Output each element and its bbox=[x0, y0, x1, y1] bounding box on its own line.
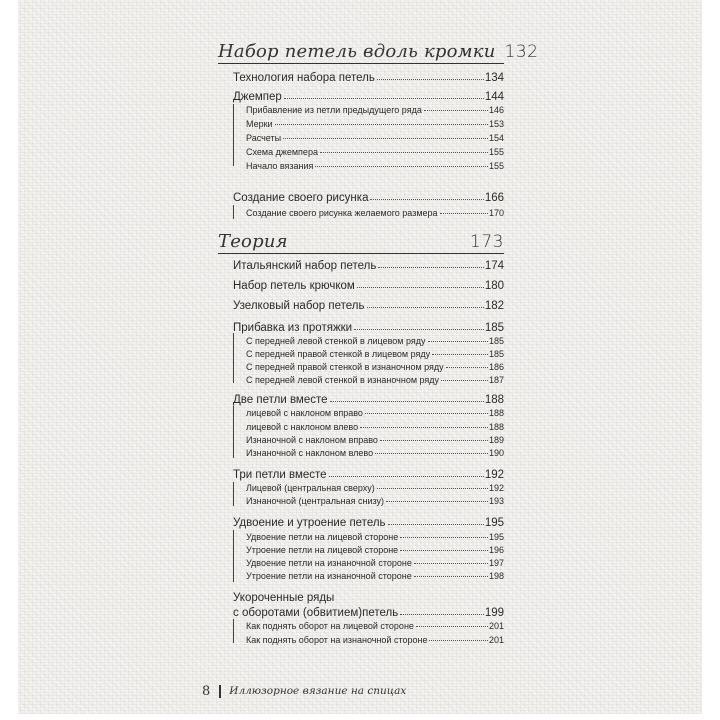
toc-subentry bbox=[246, 158, 504, 171]
section-page: 132 bbox=[504, 42, 539, 62]
entry-page: 180 bbox=[484, 280, 504, 292]
toc-entry bbox=[233, 188, 504, 204]
subentry-page: 188 bbox=[488, 408, 504, 418]
toc-subentry bbox=[246, 493, 504, 506]
toc-entry bbox=[233, 276, 504, 292]
book-title: Иллюзорное вязание на спицах bbox=[229, 685, 407, 697]
subentry-title: Утроение петли на изнаночной стороне bbox=[246, 571, 412, 581]
entry-page: 166 bbox=[484, 192, 504, 204]
dot-leader bbox=[375, 453, 488, 454]
entry-title: Технология набора петель bbox=[233, 72, 375, 84]
entry-title: Прибавка из протяжки bbox=[233, 322, 353, 334]
toc-subentry bbox=[246, 333, 504, 346]
subentry-page: 188 bbox=[488, 422, 504, 432]
entry-page: 174 bbox=[484, 260, 504, 272]
toc-subentry bbox=[246, 618, 504, 631]
toc-entry bbox=[233, 513, 504, 529]
dot-leader bbox=[441, 380, 488, 381]
subentry-title: Удвоение петли на изнаночной стороне bbox=[246, 558, 412, 568]
dot-leader bbox=[378, 267, 483, 268]
subentry-title: Как поднять оборот на лицевой стороне bbox=[246, 621, 414, 631]
subentry-title: Как поднять оборот на изнаночной стороне bbox=[246, 635, 428, 645]
entry-page: 188 bbox=[484, 394, 504, 406]
entry-page: 182 bbox=[484, 300, 504, 312]
subentry-title: Мерки bbox=[246, 119, 273, 129]
entry-group-rule bbox=[233, 104, 234, 166]
subentry-title: Начало вязания bbox=[246, 161, 314, 171]
dot-leader bbox=[400, 550, 488, 551]
subentry-title: Расчеты bbox=[246, 133, 282, 143]
toc-subentry bbox=[246, 405, 504, 418]
section-title: Теория bbox=[218, 231, 288, 252]
subentry-title: Создание своего рисунка желаемого размера bbox=[246, 208, 438, 218]
toc-entry-line1 bbox=[233, 588, 504, 604]
entry-group-rule bbox=[233, 205, 234, 219]
subentry-page: 192 bbox=[488, 483, 504, 493]
toc-entry bbox=[233, 68, 504, 84]
entry-title: Узелковый набор петель bbox=[233, 300, 365, 312]
entry-title: Удвоение и утроение петель bbox=[233, 517, 386, 529]
dot-leader bbox=[446, 367, 488, 368]
subentry-title: С передней левой стенкой в изнаночном ряду bbox=[246, 375, 440, 385]
dot-leader bbox=[320, 152, 488, 153]
subentry-page: 198 bbox=[488, 571, 504, 581]
subentry-page: 193 bbox=[488, 496, 504, 506]
subentry-page: 185 bbox=[488, 349, 504, 359]
entry-title: Набор петель крючком bbox=[233, 280, 355, 292]
entry-page: 195 bbox=[484, 517, 504, 529]
entry-title: Итальянский набор петель bbox=[233, 260, 377, 272]
dot-leader bbox=[365, 413, 488, 414]
entry-title: Джемпер bbox=[233, 91, 282, 103]
dot-leader bbox=[428, 341, 488, 342]
footer-separator bbox=[219, 685, 221, 698]
subentry-page: 186 bbox=[488, 362, 504, 372]
section-title: Набор петель вдоль кромки bbox=[218, 41, 496, 62]
dot-leader bbox=[388, 524, 484, 525]
subentry-page: 155 bbox=[488, 161, 504, 171]
subentry-title: лицевой с наклоном влево bbox=[246, 422, 359, 432]
dot-leader bbox=[283, 138, 488, 139]
subentry-title: Лицевой (центральная сверху) bbox=[246, 483, 375, 493]
subentry-page: 201 bbox=[488, 621, 504, 631]
toc-entry bbox=[233, 318, 504, 334]
toc-subentry bbox=[246, 359, 504, 372]
subentry-page: 187 bbox=[488, 375, 504, 385]
section-page: 173 bbox=[470, 232, 504, 252]
subentry-page: 190 bbox=[488, 448, 504, 458]
toc-subentry bbox=[246, 445, 504, 458]
entry-page: 134 bbox=[484, 72, 504, 84]
toc-subentry bbox=[246, 555, 504, 568]
entry-group-rule bbox=[233, 530, 234, 582]
entry-group-rule bbox=[233, 406, 234, 458]
entry-title: Две петли вместе bbox=[233, 394, 328, 406]
subentry-page: 195 bbox=[488, 532, 504, 542]
toc-subentry bbox=[246, 144, 504, 157]
entry-title: Три петли вместе bbox=[233, 469, 327, 481]
subentry-page: 196 bbox=[488, 545, 504, 555]
dot-leader bbox=[440, 213, 488, 214]
dot-leader bbox=[357, 287, 484, 288]
subentry-title: Изнаночной (центральная снизу) bbox=[246, 496, 385, 506]
dot-leader bbox=[370, 199, 483, 200]
subentry-title: Изнаночной с наклоном вправо bbox=[246, 435, 378, 445]
toc-subentry bbox=[246, 372, 504, 385]
subentry-title: С передней левой стенкой в лицевом ряду bbox=[246, 336, 426, 346]
dot-leader bbox=[380, 440, 488, 441]
dot-leader bbox=[354, 329, 484, 330]
subentry-page: 170 bbox=[488, 208, 504, 218]
page-footer bbox=[202, 683, 406, 699]
toc-section bbox=[218, 230, 504, 252]
toc-section bbox=[218, 40, 539, 62]
dot-leader bbox=[414, 563, 488, 564]
toc-entry bbox=[233, 256, 504, 272]
left-margin bbox=[0, 0, 18, 720]
subentry-page: 201 bbox=[488, 635, 504, 645]
section-underline bbox=[218, 253, 504, 254]
toc-subentry bbox=[246, 419, 504, 432]
toc-entry bbox=[233, 390, 504, 406]
dot-leader bbox=[386, 501, 488, 502]
dot-leader bbox=[424, 110, 488, 111]
dot-leader bbox=[400, 614, 484, 615]
right-margin bbox=[702, 0, 720, 720]
dot-leader bbox=[315, 166, 488, 167]
subentry-page: 146 bbox=[488, 105, 504, 115]
toc-subentry bbox=[246, 102, 504, 115]
dot-leader bbox=[329, 476, 484, 477]
subentry-title: Удвоение петли на лицевой стороне bbox=[246, 532, 399, 542]
entry-title: Создание своего рисунка bbox=[233, 192, 369, 204]
toc-entry bbox=[233, 296, 504, 312]
entry-group-rule bbox=[233, 333, 234, 383]
dot-leader bbox=[360, 427, 488, 428]
toc-subentry bbox=[246, 480, 504, 493]
subentry-page: 197 bbox=[488, 558, 504, 568]
dot-leader bbox=[275, 124, 488, 125]
toc-subentry bbox=[246, 529, 504, 542]
dot-leader bbox=[414, 576, 488, 577]
toc-subentry bbox=[246, 432, 504, 445]
toc-subentry bbox=[246, 542, 504, 555]
toc-subentry bbox=[246, 130, 504, 143]
entry-title-cont: с оборотами (обвитием)петель bbox=[233, 607, 399, 619]
subentry-title: С передней правой стенкой в изнаночном ряду bbox=[246, 362, 444, 372]
subentry-page: 189 bbox=[488, 435, 504, 445]
entry-page: 192 bbox=[484, 469, 504, 481]
dot-leader bbox=[330, 401, 484, 402]
entry-page: 144 bbox=[484, 91, 504, 103]
dot-leader bbox=[367, 307, 484, 308]
toc-subentry bbox=[246, 116, 504, 129]
entry-page: 199 bbox=[484, 607, 504, 619]
entry-title: Укороченные ряды bbox=[233, 592, 335, 604]
subentry-title: Схема джемпера bbox=[246, 147, 318, 157]
dot-leader bbox=[284, 98, 484, 99]
toc-subentry bbox=[246, 632, 504, 645]
dot-leader bbox=[377, 79, 484, 80]
dot-leader bbox=[400, 537, 488, 538]
subentry-title: Прибавление из петли предыдущего ряда bbox=[246, 105, 422, 115]
entry-group-rule bbox=[233, 619, 234, 643]
dot-leader bbox=[377, 488, 488, 489]
subentry-title: Утроение петли на лицевой стороне bbox=[246, 545, 399, 555]
subentry-page: 155 bbox=[488, 147, 504, 157]
subentry-title: лицевой с наклоном вправо bbox=[246, 408, 363, 418]
subentry-title: С передней правой стенкой в лицевом ряду bbox=[246, 349, 431, 359]
entry-page: 185 bbox=[484, 322, 504, 334]
toc-subentry bbox=[246, 205, 504, 218]
page-number: 8 bbox=[202, 683, 211, 699]
toc-entry bbox=[233, 465, 504, 481]
dot-leader bbox=[416, 626, 488, 627]
section-underline bbox=[218, 63, 504, 64]
toc-subentry bbox=[246, 346, 504, 359]
toc-subentry bbox=[246, 568, 504, 581]
subentry-page: 153 bbox=[488, 119, 504, 129]
toc-entry bbox=[233, 87, 504, 103]
subentry-page: 185 bbox=[488, 336, 504, 346]
subentry-title: Изнаночной с наклоном влево bbox=[246, 448, 374, 458]
dot-leader bbox=[432, 354, 488, 355]
entry-group-rule bbox=[233, 482, 234, 506]
subentry-page: 154 bbox=[488, 133, 504, 143]
bottom-margin bbox=[0, 714, 720, 720]
dot-leader bbox=[429, 640, 488, 641]
toc-entry bbox=[233, 603, 504, 619]
